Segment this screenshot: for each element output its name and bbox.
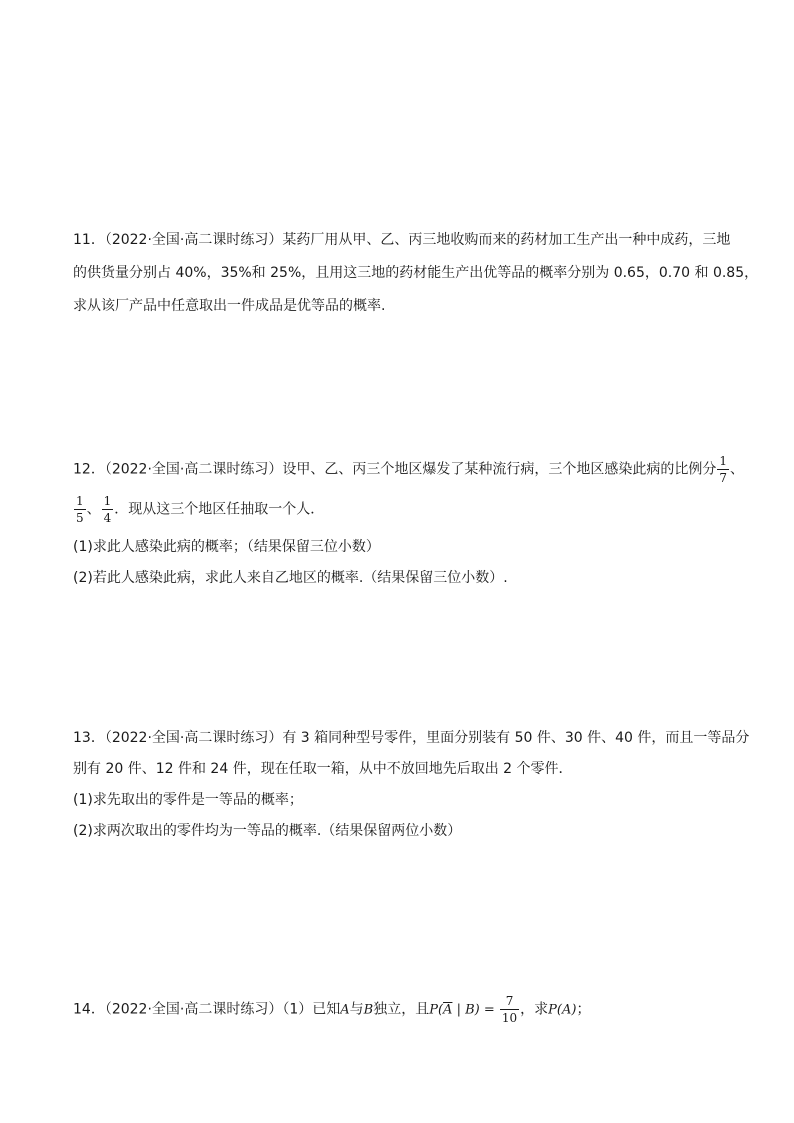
question-11-line-1: 11．（2022·全国·高二课时练习）某药厂用从甲、乙、丙三地收购而来的药材加工生产出一种中成药，三地 [73, 232, 731, 248]
question-12-text: 12．（2022·全国·高二课时练习）设甲、乙、丙三个地区爆发了某种流行病，三个地区感染此病的比例分 [73, 461, 717, 478]
formula-probability-a: P(A) [548, 1002, 577, 1018]
separator: 、 [729, 461, 744, 478]
question-11-line-3: 求从该厂产品中任意取出一件成品是优等品的概率. [73, 298, 386, 314]
separator: 、 [86, 501, 101, 518]
fraction-one-fourth: $\frac{1}{4}$ [103, 494, 112, 525]
fraction-seven-tenths: $\frac{7}{10}$ [501, 994, 518, 1025]
fraction-one-seventh: $\frac{1}{7}$ [719, 454, 727, 485]
question-13-line-2: 别有 20 件、12 件和 24 件，现在任取一箱，从中不放回地先后取出 2 个零件． [73, 761, 573, 777]
ask-text: ，求 [520, 1001, 549, 1018]
complement-a: $\overline{A}$ [443, 1002, 453, 1018]
and-text: 与 [349, 1001, 364, 1018]
variable-a: A [340, 1002, 350, 1018]
question-14-line-1 [73, 995, 590, 1024]
line-end: ； [576, 1001, 591, 1018]
question-12-sub-1: (1)求此人感染此病的概率；（结果保留三位小数） [73, 539, 380, 555]
question-11-line-2: 的供货量分别占 40%，35%和 25%，且用这三地的药材能生产出优等品的概率分别为 0.65，0.70 和 0.85， [73, 265, 759, 281]
question-13-sub-2: (2)求两次取出的零件均为一等品的概率.（结果保留两位小数） [73, 823, 462, 839]
question-12-line-1 [73, 455, 744, 484]
question-13-sub-1: (1)求先取出的零件是一等品的概率； [73, 792, 303, 808]
independent-text: 独立，且 [373, 1001, 430, 1018]
question-12-sub-2: (2)若此人感染此病，求此人来自乙地区的概率.（结果保留三位小数）. [73, 570, 508, 586]
question-12-line-2 [73, 495, 324, 524]
question-14-prefix: 14．（2022·全国·高二课时练习）（1）已知 [73, 1001, 341, 1018]
variable-b: B [363, 1002, 374, 1018]
question-12-text-2: ．现从这三个地区任抽取一个人． [114, 501, 325, 518]
question-13-line-1: 13．（2022·全国·高二课时练习）有 3 箱同种型号零件，里面分别装有 50 件、30 件、40 件，而且一等品分 [73, 730, 750, 746]
formula-conditional-probability: $P(\overline{A}$ | B) = [429, 1002, 499, 1018]
fraction-one-fifth: $\frac{1}{5}$ [76, 494, 84, 525]
